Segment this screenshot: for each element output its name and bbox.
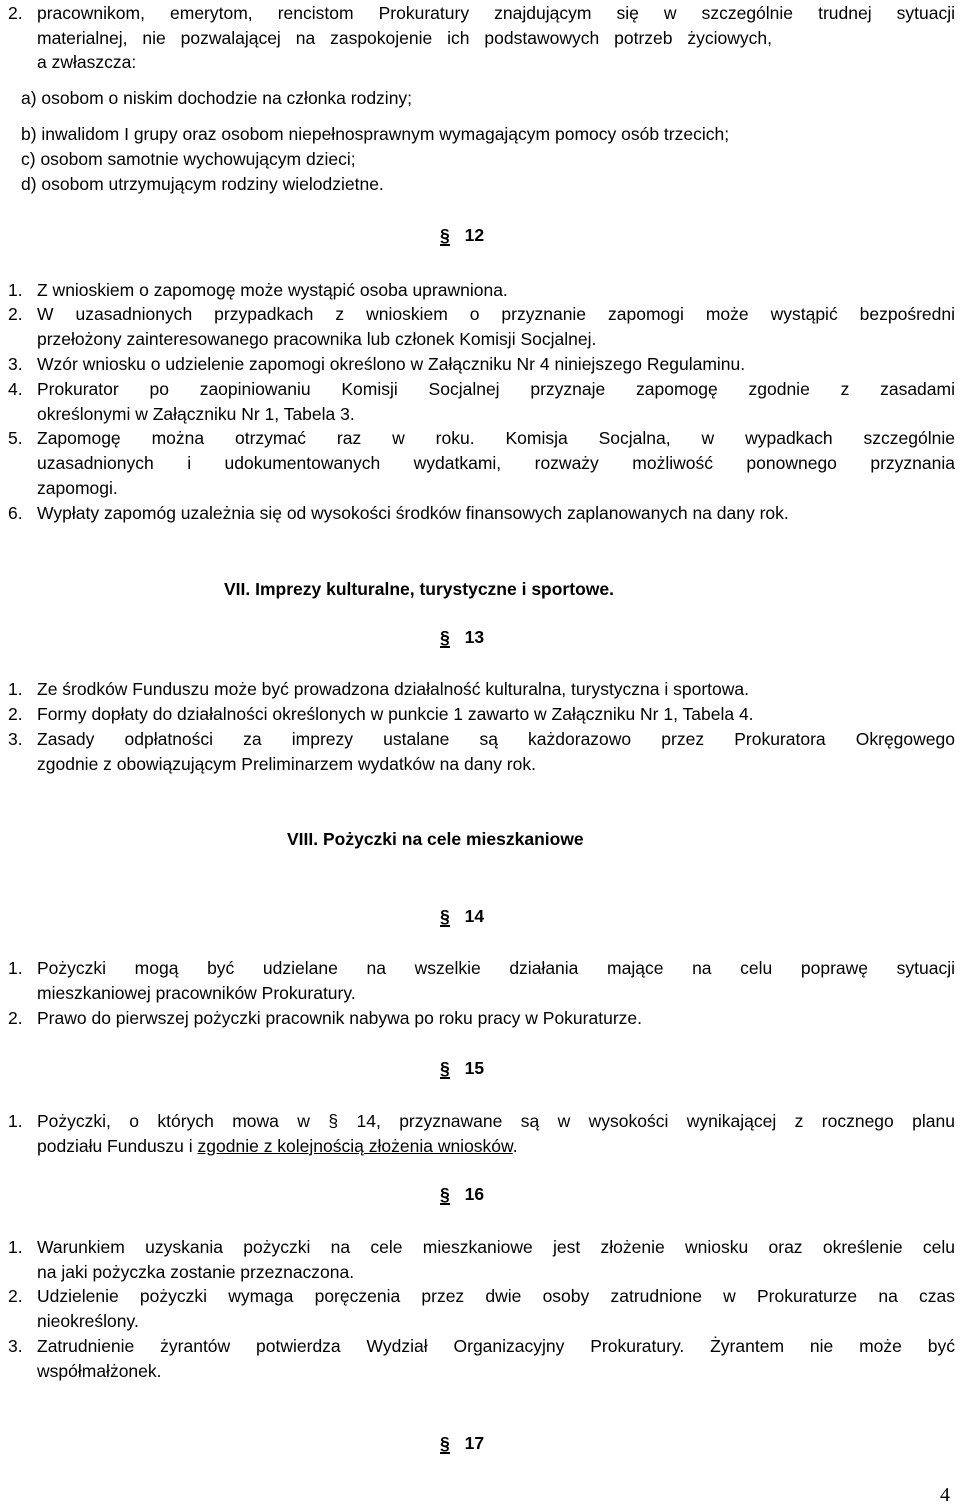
intro-item-a: a) osobom o niskim dochodzie na członka rodziny; <box>21 88 413 108</box>
list-number: 1. <box>8 1111 23 1131</box>
list-item-text: Wzór wniosku o udzielenie zapomogi określono w Załączniku Nr 4 niniejszego Regulaminu. <box>37 354 746 374</box>
intro-line-1: pracownikom, emerytom, rencistom Prokuratury znajdującym się w szczególnie trudnej sytuacji <box>37 3 955 23</box>
list-item-text: mieszkaniowej pracowników Prokuratury. <box>37 983 356 1003</box>
list-item-text: Zatrudnienie żyrantów potwierdza Wydział Organizacyjny Prokuratury. Żyrantem nie może być <box>37 1336 955 1356</box>
list-item-text: uzasadnionych i udokumentowanych wydatkami, rozważy możliwość ponownego przyznania <box>37 453 955 473</box>
list-number: 4. <box>8 379 23 399</box>
section-16-heading <box>440 1184 484 1205</box>
list-number: 2. <box>8 704 23 724</box>
list-item-text: Udzielenie pożyczki wymaga poręczenia przez dwie osoby zatrudnione w Prokuraturze na czas <box>37 1286 955 1306</box>
list-number: 5. <box>8 428 23 448</box>
list-item-text: Ze środków Funduszu może być prowadzona działalność kulturalna, turystyczna i sportowa. <box>37 679 750 699</box>
list-item-text: współmałżonek. <box>37 1361 162 1381</box>
list-number: 2. <box>8 1008 23 1028</box>
section-number: 16 <box>464 1184 485 1204</box>
intro-line-2: materialnej, nie pozwalającej na zaspokojenie ich podstawowych potrzeb życiowych, <box>37 28 772 48</box>
list-item-text: Z wnioskiem o zapomogę może wystąpić osoba uprawniona. <box>37 280 508 300</box>
paragraph-sign: § <box>440 906 450 926</box>
list-item-text: Zasady odpłatności za imprezy ustalane są każdorazowo przez Prokuratora Okręgowego <box>37 729 955 749</box>
paragraph-sign: § <box>440 627 450 647</box>
section-15-heading <box>440 1058 484 1079</box>
intro-number: 2. <box>8 3 23 23</box>
chapter-viii-title: VIII. Pożyczki na cele mieszkaniowe <box>287 829 584 849</box>
list-item-text: Warunkiem uzyskania pożyczki na cele mieszkaniowe jest złożenie wniosku oraz określenie celu <box>37 1237 955 1257</box>
list-item-text: Pożyczki, o których mowa w § 14, przyznawane są w wysokości wynikającej z rocznego planu <box>37 1111 955 1131</box>
list-number: 1. <box>8 280 23 300</box>
text-end: . <box>512 1136 518 1156</box>
paragraph-sign: § <box>440 225 450 245</box>
paragraph-sign: § <box>440 1433 450 1453</box>
list-item-text: przełożony zainteresowanego pracownika lub członek Komisji Socjalnej. <box>37 329 597 349</box>
list-item-text: Wypłaty zapomóg uzależnia się od wysokości środków finansowych zaplanowanych na dany rok. <box>37 503 789 523</box>
list-item-text: nieokreślony. <box>37 1311 139 1331</box>
intro-item-c: c) osobom samotnie wychowującym dzieci; <box>21 149 356 169</box>
paragraph-sign: § <box>440 1184 450 1204</box>
list-item-text: zapomogi. <box>37 478 118 498</box>
list-item-text: Pożyczki mogą być udzielane na wszelkie działania mające na celu poprawę sytuacji <box>37 958 955 978</box>
list-number: 6. <box>8 503 23 523</box>
list-item-text <box>37 1136 518 1157</box>
list-number: 1. <box>8 1237 23 1257</box>
section-number: 12 <box>464 225 485 245</box>
intro-line-3: a zwłaszcza: <box>37 52 137 72</box>
section-17-heading <box>440 1433 484 1454</box>
list-item-text: zgodnie z obowiązującym Preliminarzem wydatków na dany rok. <box>37 754 536 774</box>
list-number: 2. <box>8 304 23 324</box>
section-number: 15 <box>464 1058 485 1078</box>
section-number: 13 <box>464 627 485 647</box>
list-number: 1. <box>8 679 23 699</box>
intro-item-b: b) inwalidom I grupy oraz osobom niepełnosprawnym wymagającym pomocy osób trzecich; <box>21 124 730 144</box>
list-item-text: Zapomogę można otrzymać raz w roku. Komisja Socjalna, w wypadkach szczególnie <box>37 428 955 448</box>
intro-item-d: d) osobom utrzymującym rodziny wielodzietne. <box>21 174 384 194</box>
section-12-heading <box>440 225 484 246</box>
page-number: 4 <box>940 1484 950 1506</box>
section-number: 17 <box>464 1433 485 1453</box>
list-item-text: na jaki pożyczka zostanie przeznaczona. <box>37 1262 355 1282</box>
text-plain: podziału Funduszu i <box>37 1136 198 1156</box>
list-number: 3. <box>8 729 23 749</box>
list-number: 2. <box>8 1286 23 1306</box>
list-item-text: Formy dopłaty do działalności określonych w punkcie 1 zawarto w Załączniku Nr 1, Tabela 4. <box>37 704 754 724</box>
list-number: 3. <box>8 1336 23 1356</box>
list-number: 3. <box>8 354 23 374</box>
list-item-text: W uzasadnionych przypadkach z wnioskiem o przyznanie zapomogi może wystąpić bezpośredni <box>37 304 955 324</box>
section-number: 14 <box>464 906 485 926</box>
list-number: 1. <box>8 958 23 978</box>
section-13-heading <box>440 627 484 648</box>
list-item-text: określonymi w Załączniku Nr 1, Tabela 3. <box>37 404 355 424</box>
list-item-text: Prawo do pierwszej pożyczki pracownik nabywa po roku pracy w Pokuraturze. <box>37 1008 642 1028</box>
text-underlined: zgodnie z kolejnością złożenia wniosków <box>197 1136 513 1156</box>
section-14-heading <box>440 906 484 927</box>
list-item-text: Prokurator po zaopiniowaniu Komisji Socjalnej przyznaje zapomogę zgodnie z zasadami <box>37 379 955 399</box>
paragraph-sign: § <box>440 1058 450 1078</box>
chapter-vii-title: VII. Imprezy kulturalne, turystyczne i sportowe. <box>224 579 614 599</box>
